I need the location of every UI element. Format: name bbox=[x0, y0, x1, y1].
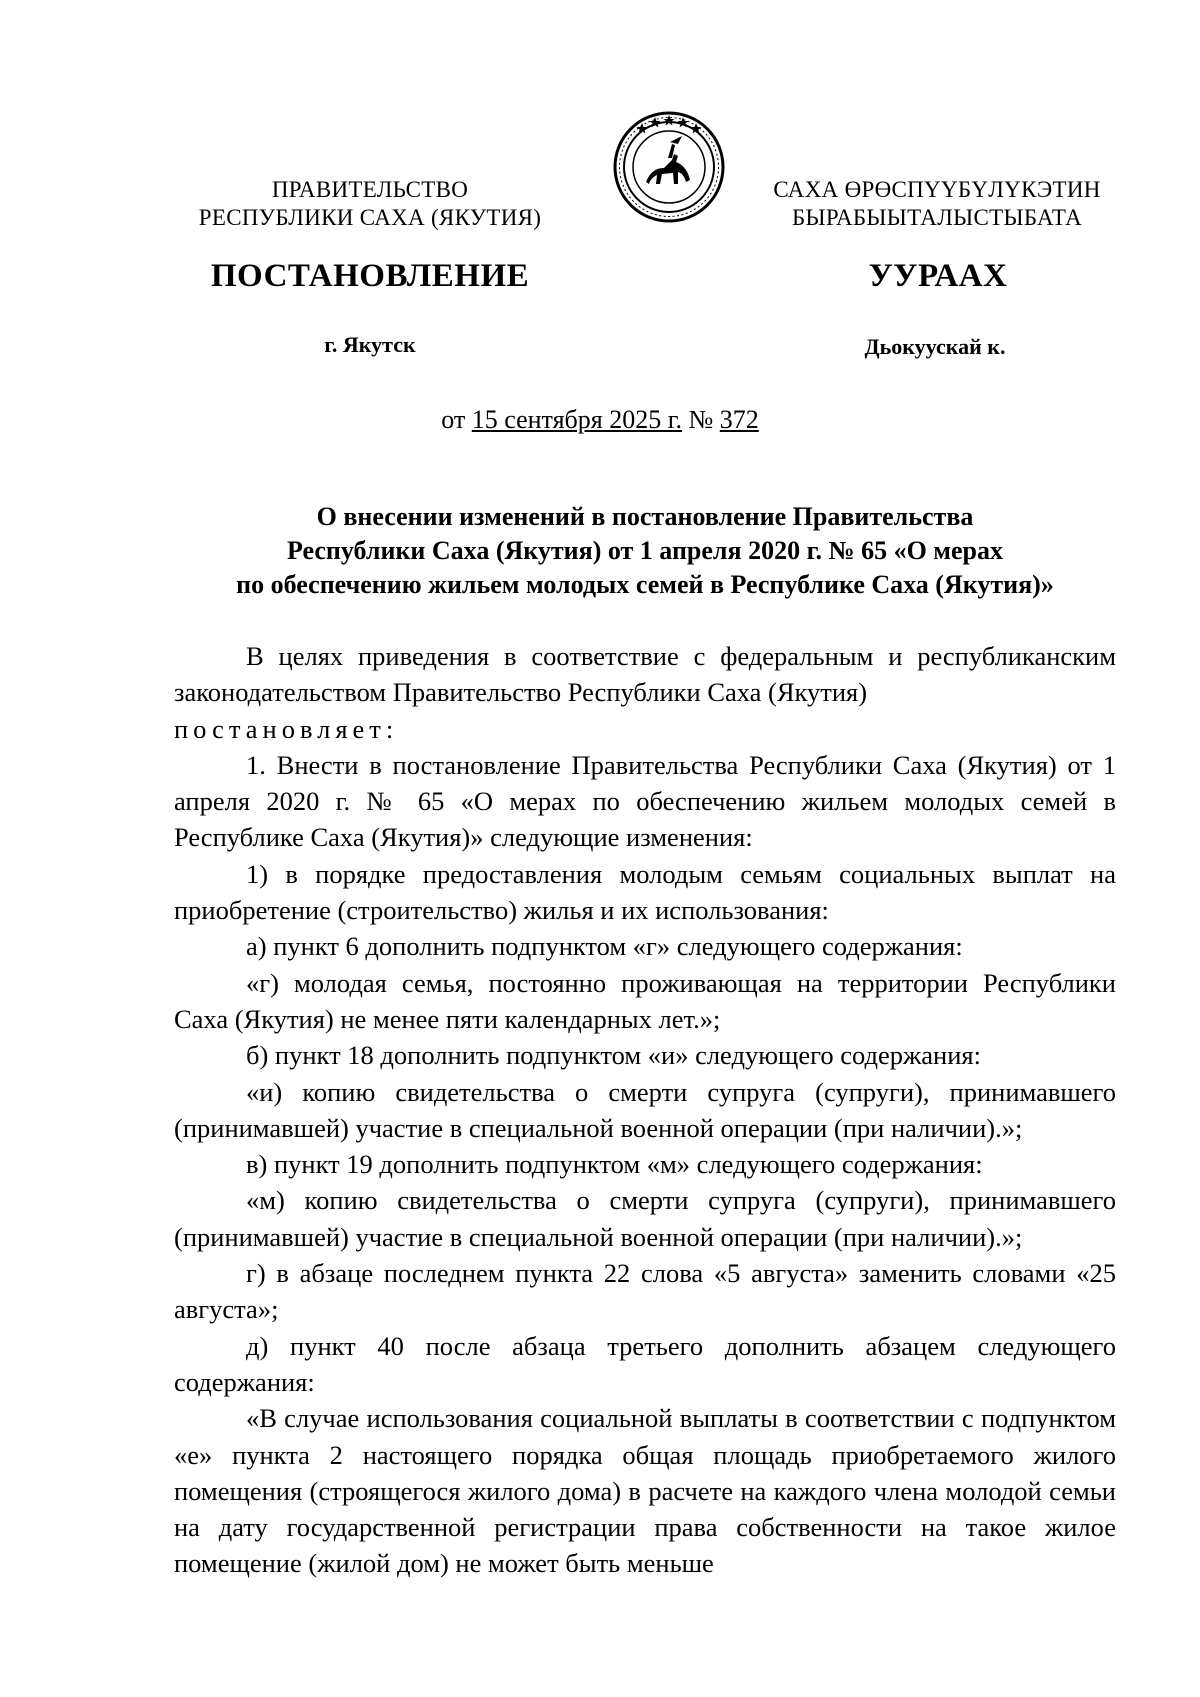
header-issuer-sakha bbox=[727, 176, 1147, 232]
header-issuer-ru-line1: ПРАВИТЕЛЬСТВО bbox=[271, 177, 469, 202]
body-paragraph: «и) копию свидетельства о смерти супруга (супруги), принимавшего (принимавшей) участие в специальной военной операции (при наличии).»; bbox=[174, 1076, 1116, 1143]
title-line: по обеспечению жильем молодых семей в Республике Саха (Якутия)» bbox=[236, 570, 1054, 599]
body-paragraph: б) пункт 18 дополнить подпунктом «и» следующего содержания: bbox=[246, 1040, 981, 1071]
body-paragraph: В целях приведения в соответствие с федеральным и республиканским законодательством Правительство Республики Саха (Якутия) bbox=[174, 641, 1116, 708]
body-paragraph: а) пункт 6 дополнить подпунктом «г» следующего содержания: bbox=[246, 931, 963, 962]
number-sign: № bbox=[681, 405, 720, 434]
document-date: 15 сентября 2025 г. bbox=[471, 405, 682, 434]
document-title bbox=[175, 500, 1115, 602]
city-sakha: Дьокуускай к. bbox=[864, 334, 1006, 359]
body-paragraph-resolves: постановляет: bbox=[174, 713, 399, 744]
city-ru: г. Якутск bbox=[324, 332, 416, 357]
body-paragraph: «м) копию свидетельства о смерти супруга (супруги), принимавшего (принимавшей) участие в специальной военной операции (при наличии).»; bbox=[174, 1185, 1116, 1252]
date-prefix: от bbox=[441, 405, 472, 434]
header-issuer-sakha-line1: САХА ӨРӨСПҮҮБҮЛҮКЭТИН bbox=[773, 177, 1101, 202]
doc-type-sakha: УУРААХ bbox=[868, 258, 1008, 294]
title-line: О внесении изменений в постановление Правительства bbox=[316, 502, 974, 531]
body-paragraph: «г) молодая семья, постоянно проживающая на территории Республики Саха (Якутия) не менее пяти календарных лет.»; bbox=[174, 967, 1116, 1034]
coat-of-arms-emblem bbox=[612, 110, 726, 224]
document-body bbox=[174, 638, 1116, 1582]
body-paragraph: «В случае использования социальной выплаты в соответствии с подпунктом «е» пункта 2 настоящего порядка общая площадь приобретаемого жилого помещения (строящегося жилого дома) в расчете на каждого члена молодой семьи на дату государственной регистрации права собственности на такое жилое помещение (жилой дом) не может быть меньше bbox=[174, 1403, 1116, 1579]
header-issuer-ru bbox=[170, 176, 570, 232]
document-number: 372 bbox=[719, 405, 759, 434]
body-paragraph: в) пункт 19 дополнить подпунктом «м» следующего содержания: bbox=[246, 1149, 983, 1180]
body-paragraph: д) пункт 40 после абзаца третьего дополнить абзацем следующего содержания: bbox=[174, 1330, 1116, 1397]
date-number-line bbox=[0, 405, 1200, 435]
body-paragraph: 1. Внести в постановление Правительства Республики Саха (Якутия) от 1 апреля 2020 г. № 65 «О мерах по обеспечению жильем молодых семей в Республике Саха (Якутия)» следующие изменения: bbox=[174, 749, 1116, 853]
title-line: Республики Саха (Якутия) от 1 апреля 2020 г. № 65 «О мерах bbox=[286, 536, 1004, 565]
doc-type-ru: ПОСТАНОВЛЕНИЕ bbox=[210, 258, 530, 294]
header-issuer-ru-line2: РЕСПУБЛИКИ САХА (ЯКУТИЯ) bbox=[198, 205, 542, 230]
body-paragraph: 1) в порядке предоставления молодым семьям социальных выплат на приобретение (строительство) жилья и их использования: bbox=[174, 858, 1116, 926]
header-issuer-sakha-line2: БЫРАБЫЫТАЛЫСТЫБАТА bbox=[791, 205, 1083, 230]
body-paragraph: г) в абзаце последнем пункта 22 слова «5 августа» заменить словами «25 августа»; bbox=[174, 1258, 1116, 1325]
